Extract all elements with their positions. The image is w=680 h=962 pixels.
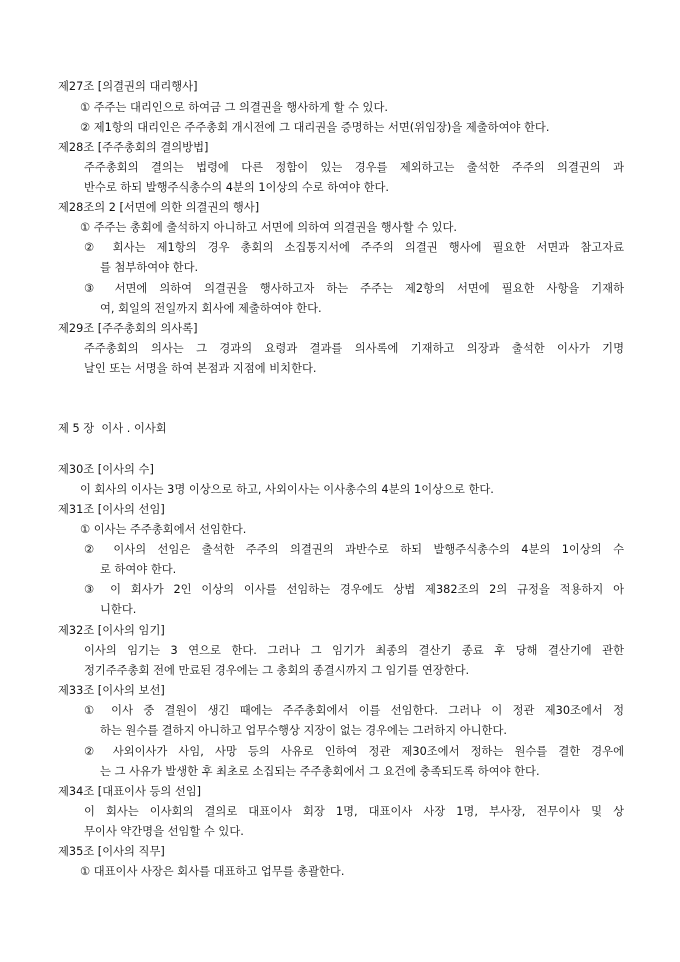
article-35-heading: 제35조 [이사의 직무] (58, 845, 165, 858)
article-28-body-line-1: 주주총회의 결의는 법령에 다른 정함이 있는 경우를 제외하고는 출석한 주주의 의결권의 과 (84, 161, 624, 174)
chapter-5-title: 제 5 장 이사 . 이사회 (58, 422, 167, 435)
article-33-paragraph-2-line-2: 는 그 사유가 발생한 후 최초로 소집되는 주주총회에서 그 요건에 충족되도록 하여야 한다. (100, 765, 540, 778)
article-27-paragraph-1: ① 주주는 대리인으로 하여금 그 의결권을 행사하게 할 수 있다. (80, 101, 388, 114)
article-28-body-line-2: 반수로 하되 발행주식총수의 4분의 1이상의 수로 하여야 한다. (84, 181, 390, 194)
article-28-2-paragraph-2-line-1: ② 회사는 제1항의 경우 총회의 소집통지서에 주주의 의결권 행사에 필요한 서면과 참고자료 (84, 241, 624, 254)
article-31-paragraph-1: ① 이사는 주주총회에서 선임한다. (80, 523, 247, 536)
article-27-paragraph-2: ② 제1항의 대리인은 주주총회 개시전에 그 대리권을 증명하는 서면(위임장)을 제출하여야 한다. (80, 121, 550, 134)
article-30-heading: 제30조 [이사의 수] (58, 463, 154, 476)
article-31-paragraph-2-line-2: 로 하여야 한다. (100, 563, 177, 576)
article-31-paragraph-3-line-2: 니한다. (100, 603, 137, 616)
article-34-body-line-2: 무이사 약간명을 선임할 수 있다. (84, 825, 244, 838)
article-28-heading: 제28조 [주주총회의 결의방법] (58, 141, 209, 154)
article-28-2-heading: 제28조의 2 [서면에 의한 의결권의 행사] (58, 201, 260, 214)
article-28-2-paragraph-1: ① 주주는 총회에 출석하지 아니하고 서면에 의하여 의결권을 행사할 수 있다. (80, 221, 458, 234)
article-29-heading: 제29조 [주주총회의 의사록] (58, 322, 198, 335)
article-35-paragraph-1: ① 대표이사 사장은 회사를 대표하고 업무를 총괄한다. (80, 865, 345, 878)
article-29-body-line-2: 날인 또는 서명을 하여 본점과 지점에 비치한다. (84, 362, 317, 375)
article-31-heading: 제31조 [이사의 선임] (58, 503, 165, 516)
article-33-paragraph-2-line-1: ② 사외이사가 사임, 사망 등의 사유로 인하여 정관 제30조에서 정하는 원수를 결한 경우에 (84, 745, 624, 758)
article-33-paragraph-1-line-2: 하는 원수를 결하지 아니하고 업무수행상 지장이 없는 경우에는 그러하지 아니한다. (100, 724, 507, 737)
article-33-heading: 제33조 [이사의 보선] (58, 684, 165, 697)
article-31-paragraph-2-line-1: ② 이사의 선임은 출석한 주주의 의결권의 과반수로 하되 발행주식총수의 4분의 1이상의 수 (84, 543, 624, 556)
article-30-body: 이 회사의 이사는 3명 이상으로 하고, 사외이사는 이사총수의 4분의 1이상으로 한다. (80, 483, 494, 496)
article-28-2-paragraph-3-line-1: ③ 서면에 의하여 의결권을 행사하고자 하는 주주는 제2항의 서면에 필요한 사항을 기재하 (84, 282, 624, 295)
article-27-heading: 제27조 [의결권의 대리행사] (58, 80, 198, 93)
article-31-paragraph-3-line-1: ③ 이 회사가 2인 이상의 이사를 선임하는 경우에도 상법 제382조의 2의 규정을 적용하지 아 (84, 583, 624, 596)
article-34-heading: 제34조 [대표이사 등의 선임] (58, 785, 202, 798)
article-34-body-line-1: 이 회사는 이사회의 결의로 대표이사 회장 1명, 대표이사 사장 1명, 부사장, 전무이사 및 상 (84, 805, 624, 818)
article-32-heading: 제32조 [이사의 임기] (58, 624, 165, 637)
article-32-body-line-1: 이사의 임기는 3 연으로 한다. 그러나 그 임기가 최종의 결산기 종료 후 당해 결산기에 관한 (84, 644, 624, 657)
article-32-body-line-2: 정기주주총회 전에 만료된 경우에는 그 총회의 종결시까지 그 임기를 연장한다. (84, 664, 470, 677)
article-29-body-line-1: 주주총회의 의사는 그 경과의 요령과 결과를 의사록에 기재하고 의장과 출석한 이사가 기명 (84, 342, 624, 355)
article-28-2-paragraph-3-line-2: 여, 회일의 전일까지 회사에 제출하여야 한다. (100, 302, 322, 315)
article-28-2-paragraph-2-line-2: 를 첨부하여야 한다. (100, 261, 199, 274)
article-33-paragraph-1-line-1: ① 이사 중 결원이 생긴 때에는 주주총회에서 이를 선임한다. 그러나 이 정관 제30조에서 정 (84, 704, 624, 717)
